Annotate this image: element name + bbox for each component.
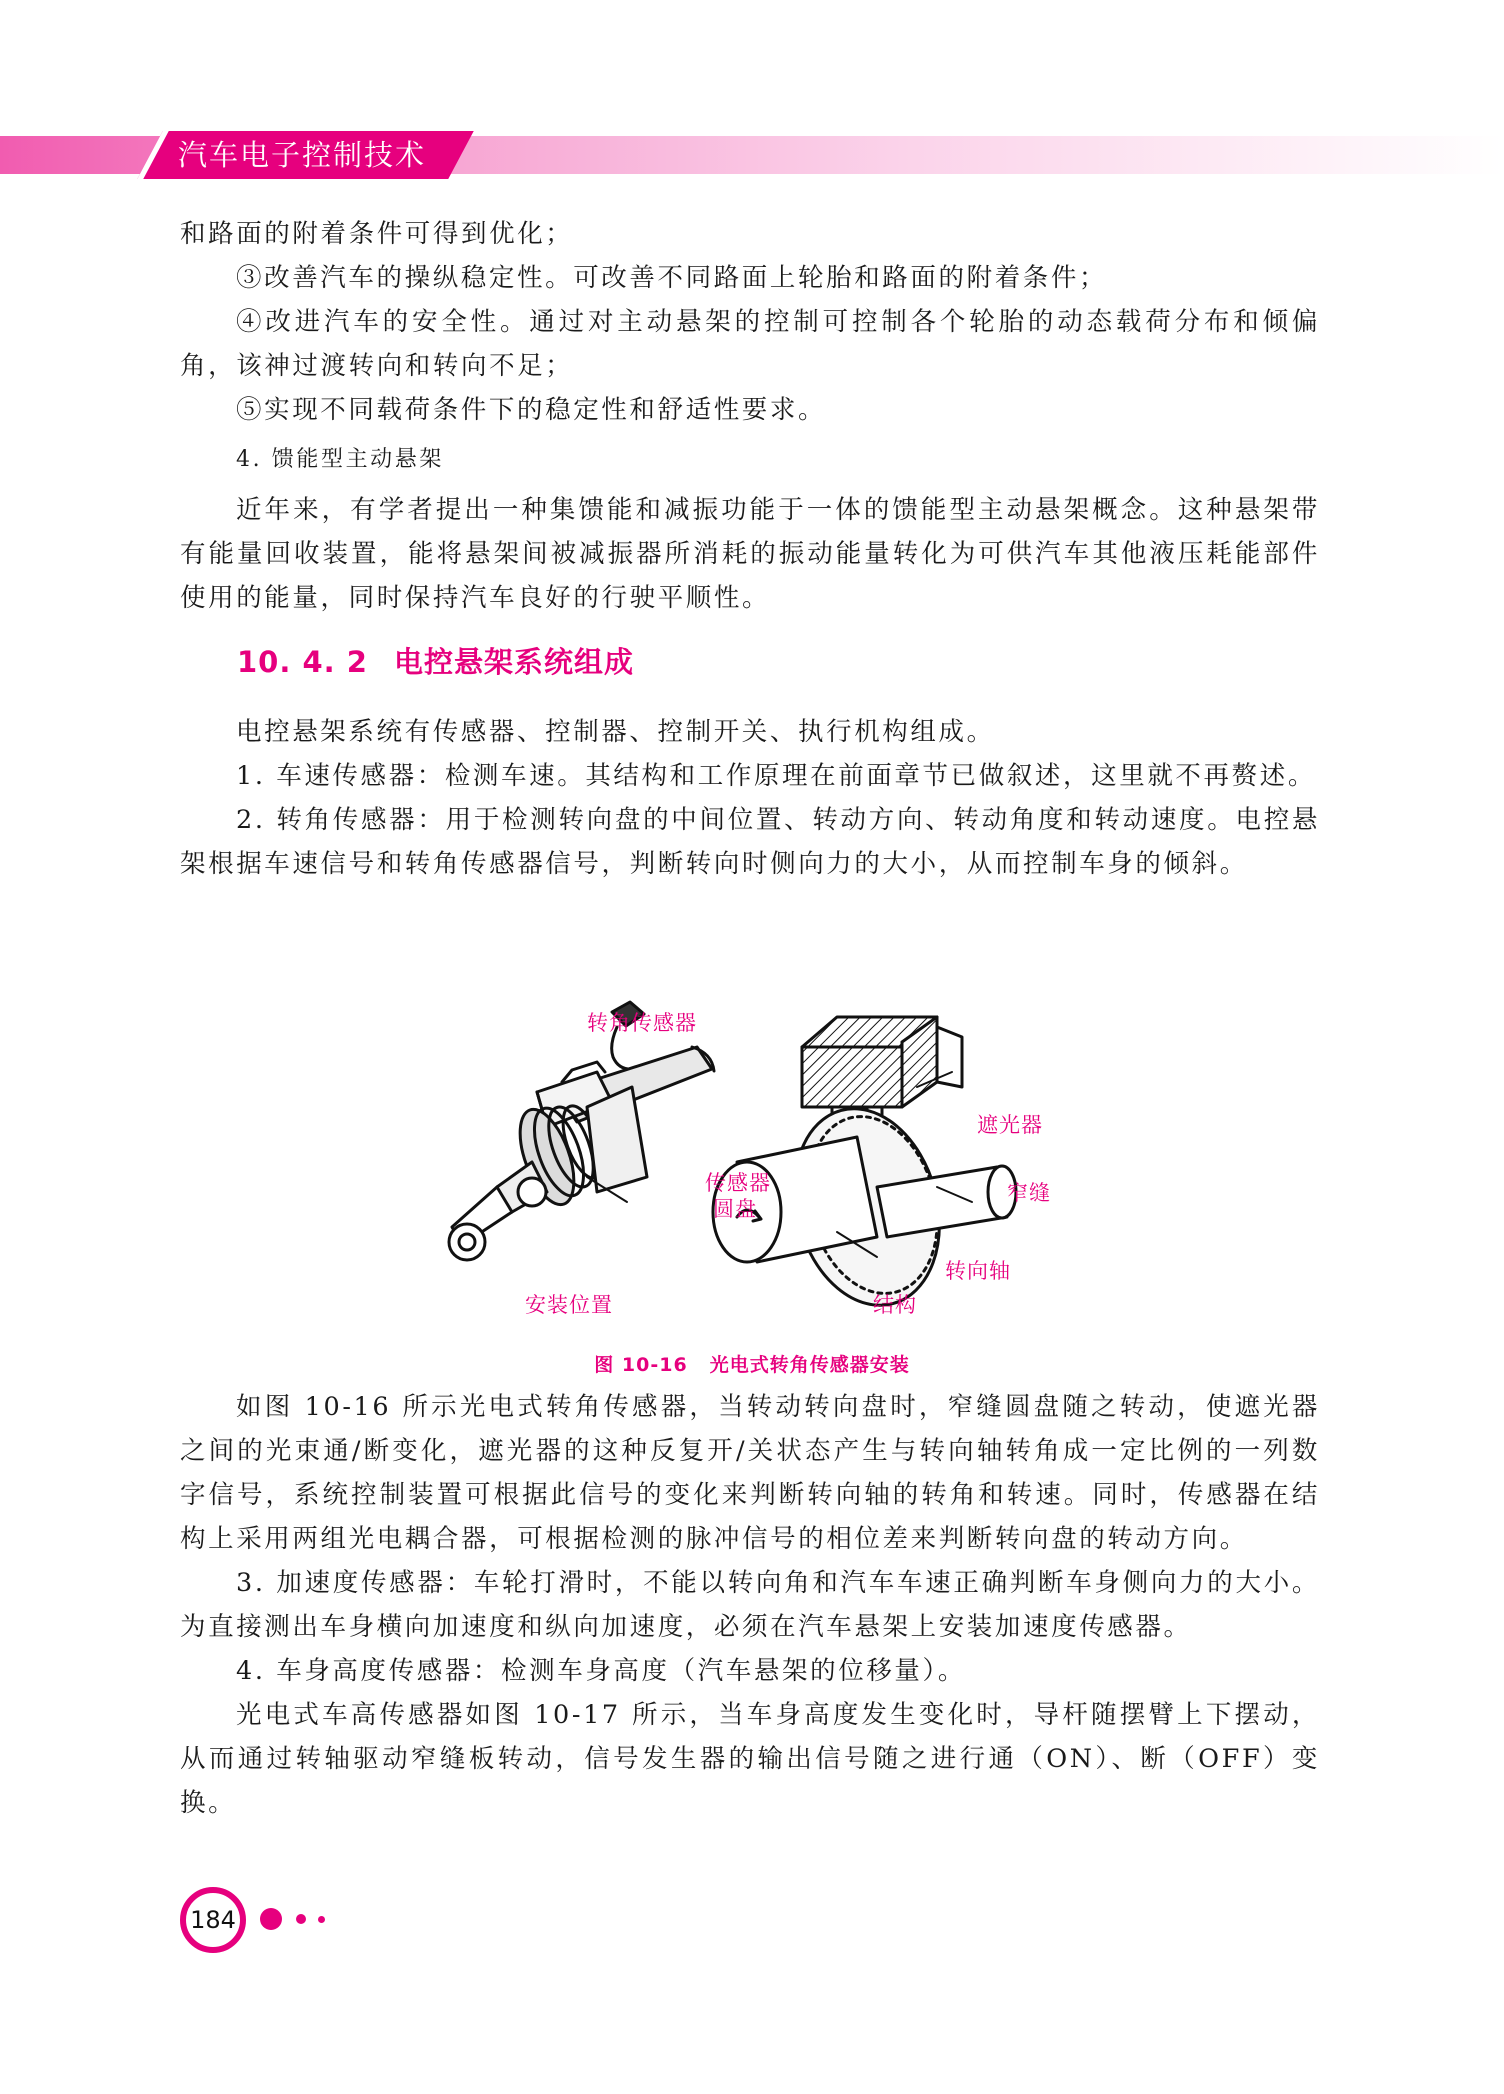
decor-dot-small [318, 1916, 325, 1923]
paragraph: 4. 车身高度传感器：检测车身高度（汽车悬架的位移量）。 [236, 1656, 966, 1686]
paragraph: 1. 车速传感器：检测车速。其结构和工作原理在前面章节已做叙述，这里就不再赘述。 [236, 761, 1316, 791]
label-sensor-disc-1: 传感器 [705, 1171, 771, 1195]
label-install-position: 安装位置 [525, 1293, 613, 1317]
section-title: 电控悬架系统组成 [393, 645, 634, 679]
book-title: 汽车电子控制技术 [178, 138, 427, 172]
text-block-top [180, 212, 1320, 620]
decor-dot-medium [296, 1914, 306, 1924]
section-heading [237, 640, 634, 681]
paragraph: 和路面的附着条件可得到优化； [180, 219, 574, 249]
label-steering-shaft: 转向轴 [945, 1259, 1011, 1283]
label-sensor-disc-2: 圆盘 [713, 1197, 757, 1221]
figure-number: 图 10-16 [594, 1354, 688, 1376]
paragraph: 光电式车高传感器如图 10-17 所示，当车身高度发生变化时，导杆随摆臂上下摆动，从而通过转轴驱动窄缝板转动，信号发生器的输出信号随之进行通（ON）、断（OFF）变换。 [180, 1700, 1320, 1818]
label-shutter: 遮光器 [977, 1113, 1043, 1137]
section-number: 10. 4. 2 [237, 645, 368, 679]
figure-caption [0, 1350, 1504, 1377]
paragraph: 近年来，有学者提出一种集馈能和减振功能于一体的馈能型主动悬架概念。这种悬架带有能量回收装置，能将悬架间被减振器所消耗的振动能量转化为可供汽车其他液压耗能部件使用的能量，同时保持汽车良好的行驶平顺性。 [180, 495, 1320, 613]
page-number [180, 1887, 246, 1953]
paragraph: 如图 10-16 所示光电式转角传感器，当转动转向盘时，窄缝圆盘随之转动，使遮光器之间的光束通/断变化，遮光器的这种反复开/关状态产生与转向轴转角成一定比例的一列数字信号，系统控制装置可根据此信号的变化来判断转向轴的转角和转速。同时，传感器在结构上采用两组光电耦合器，可根据检测的脉冲信号的相位差来判断转向盘的转动方向。 [180, 1392, 1320, 1554]
page-number-text: 184 [190, 1906, 236, 1934]
text-block-middle [180, 710, 1320, 886]
label-slit: 窄缝 [1007, 1181, 1051, 1205]
label-angle-sensor: 转角传感器 [587, 1011, 697, 1035]
text-block-bottom [180, 1385, 1320, 1825]
paragraph: ③改善汽车的操纵稳定性。可改善不同路面上轮胎和路面的附着条件； [236, 263, 1108, 293]
decor-dot-large [260, 1908, 282, 1930]
paragraph: ④改进汽车的安全性。通过对主动悬架的控制可控制各个轮胎的动态载荷分布和倾偏角，该神过渡转向和转向不足； [180, 307, 1320, 381]
paragraph: 2. 转角传感器：用于检测转向盘的中间位置、转动方向、转动角度和转动速度。电控悬架根据车速信号和转角传感器信号，判断转向时侧向力的大小，从而控制车身的倾斜。 [180, 805, 1320, 879]
paragraph: ⑤实现不同载荷条件下的稳定性和舒适性要求。 [236, 395, 827, 425]
label-structure: 结构 [873, 1293, 917, 1317]
paragraph: 电控悬架系统有传感器、控制器、控制开关、执行机构组成。 [236, 717, 995, 747]
figure-caption-text: 光电式转角传感器安装 [709, 1354, 910, 1376]
subsection-heading: 4. 馈能型主动悬架 [236, 447, 444, 472]
figure-angle-sensor [437, 987, 1062, 1319]
paragraph: 3. 加速度传感器：车轮打滑时，不能以转向角和汽车车速正确判断车身侧向力的大小。为直接测出车身横向加速度和纵向加速度，必须在汽车悬架上安装加速度传感器。 [180, 1568, 1320, 1642]
